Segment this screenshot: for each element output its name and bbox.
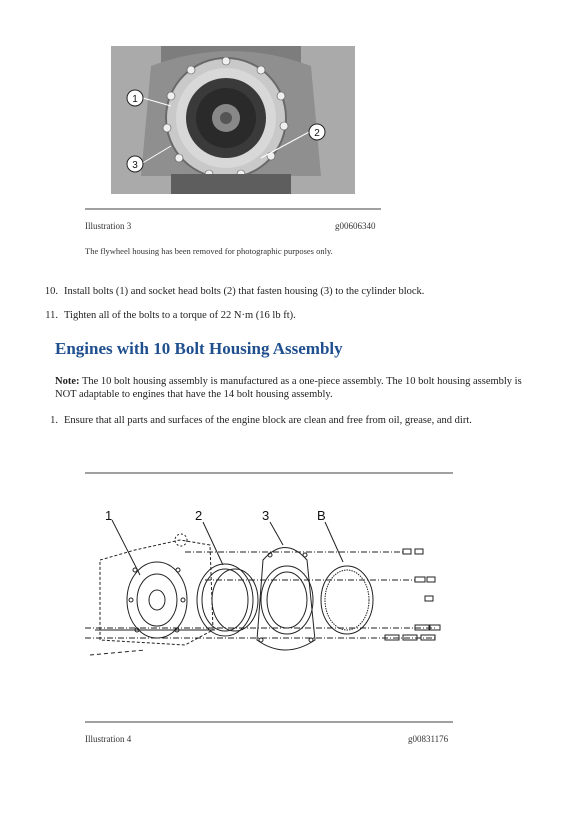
- illustration-3-label: Illustration 3: [85, 221, 132, 231]
- step-text: Tighten all of the bolts to a torque of 22 N·m (16 lb ft).: [64, 310, 296, 321]
- callout-1-label: 1: [132, 94, 138, 105]
- step-text: Ensure that all parts and surfaces of the engine block are clean and free from oil, grease, and dirt.: [64, 415, 472, 426]
- step-number: 11.: [45, 310, 58, 321]
- step-text: Install bolts (1) and socket head bolts (2) that fasten housing (3) to the cylinder block.: [64, 286, 425, 297]
- callout-b-label: B: [317, 508, 326, 523]
- illustration-4-label: Illustration 4: [85, 734, 132, 744]
- note-label: Note:: [55, 376, 80, 387]
- illustration-3-photo: [111, 46, 355, 194]
- flywheel-housing-photo: [111, 46, 355, 194]
- step-number: 10.: [44, 286, 58, 297]
- illustration-4-top-rule: [85, 472, 453, 474]
- step-1: [38, 414, 538, 427]
- callout-2-label: 2: [195, 508, 203, 523]
- note-text: The 10 bolt housing assembly is manufactured as a one-piece assembly. The 10 bolt housing assembly is NOT adaptable to engines that have the 14 bolt housing assembly.: [55, 376, 522, 400]
- step-number: 1.: [50, 415, 58, 426]
- callout-3-label: 3: [132, 160, 138, 171]
- step-11: [32, 309, 552, 322]
- illustration-3-code: g00606340: [335, 221, 376, 231]
- illustration-4-rule: [85, 721, 453, 723]
- illustration-4-diagram: [85, 500, 455, 668]
- callout-1-label: 1: [105, 508, 113, 523]
- note-paragraph: [55, 375, 533, 401]
- housing-assembly-exploded-view: [85, 500, 455, 668]
- step-10: [32, 285, 552, 298]
- illustration-3-note: The flywheel housing has been removed for photographic purposes only.: [85, 246, 333, 256]
- callout-3-label: 3: [262, 508, 270, 523]
- illustration-3-rule: [85, 208, 381, 210]
- section-heading: Engines with 10 Bolt Housing Assembly: [55, 339, 343, 358]
- section-heading-wrap: [55, 339, 555, 359]
- callout-2-label: 2: [314, 128, 320, 139]
- illustration-4-code: g00831176: [408, 734, 449, 744]
